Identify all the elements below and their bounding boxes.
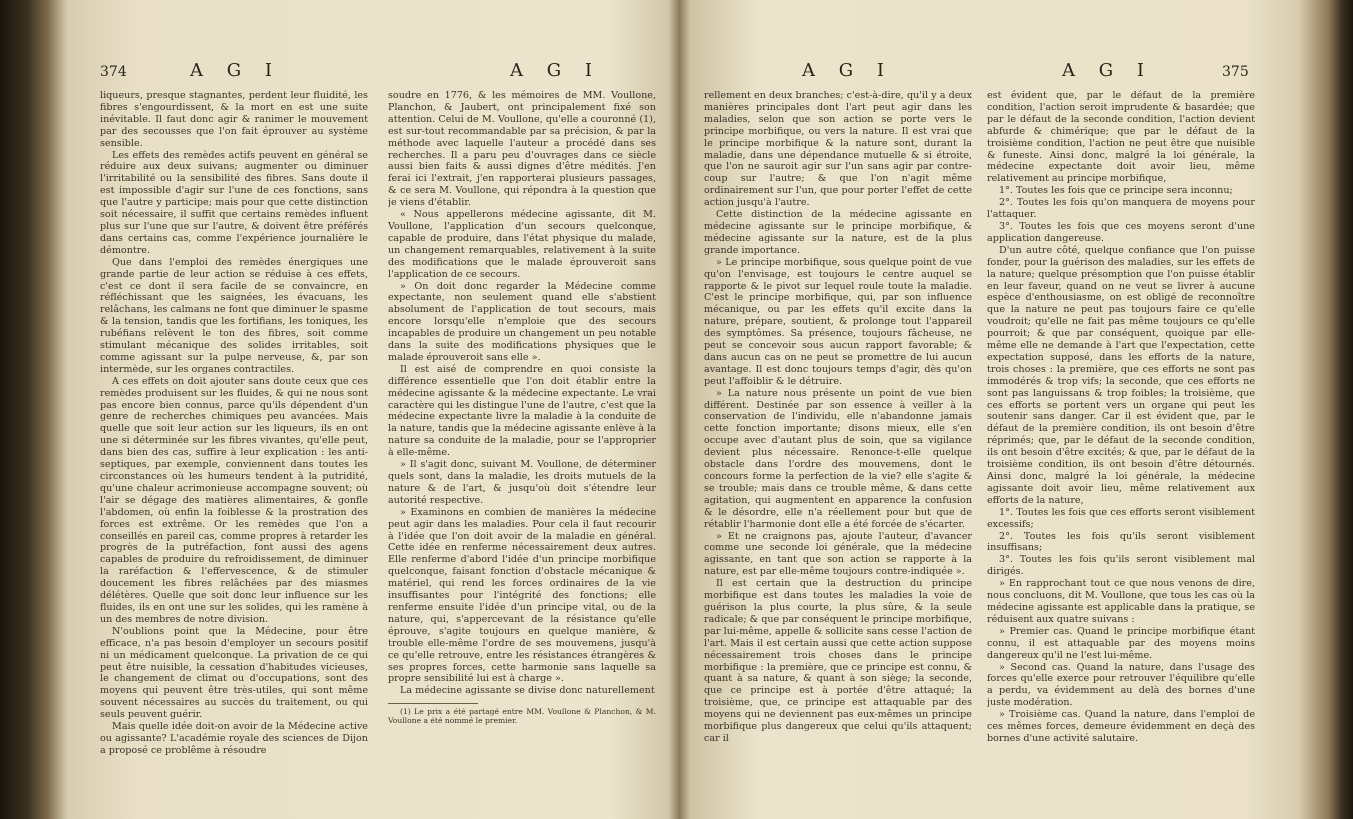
paragraph: rellement en deux branches; c'est-à-dire, qu'il y a deux manières principales dont l'art peut agir dans les maladies, selon que son action se porte vers le principe morbifique, ou vers la nature. Il est vrai que le principe morbifique & la nature sont, durant la maladie, dans une dépendance mutuelle & si étroite, que l'on ne sauroit agir sur l'un sans agir par contre-coup sur l'autre; & que l'on n'agit même ordinairement sur l'un, que pour porter l'effet de cette action jusqu'à l'autre.	[704, 90, 972, 209]
paragraph: Il est aisé de comprendre en quoi consiste la différence essentielle que l'on doit établir entre la médecine agissante & la médecine expectante. Le vrai caractère qui les distingue l'une de l'autre, c'est que la médecine expectante livre la maladie à la conduite de la nature, tandis que la médecine agissante enlève à la nature sa conduite de la maladie, pour se l'approprier à elle-même.	[388, 363, 656, 459]
footnote: (1) Le prix a été partagé entre MM. Voullone & Planchon, & M. Voullone a été nommé le premier.	[388, 707, 656, 726]
right-page	[682, 0, 1282, 819]
paragraph: Que dans l'emploi des remèdes énergiques une grande partie de leur action se réduise à ces effets, c'est ce dont il sera facile de se convaincre, en réfléchissant que les saignées, les évacuans, les relâchans, les calmans ne font que diminuer le spasme & la tension, tandis que les fortifians, les toniques, les rubéfians relèvent le ton des fibres, soit comme stimulant mécanique des solides irritables, soit comme agissant sur la pulpe nerveuse, &, par son intermède, sur les organes contractiles.	[100, 256, 368, 375]
left-page-header	[70, 60, 670, 86]
running-head: A G I	[510, 60, 601, 81]
paragraph: Cette distinction de la médecine agissante en médecine agissante sur le principe morbifique, & médecine agissante sur la nature, est de la plus grande importance.	[704, 209, 972, 256]
paragraph: » Second cas. Quand la nature, dans l'usage des forces qu'elle exerce pour retrouver l'équilibre qu'elle a perdu, va évidemment au delà des bornes d'une juste modération.	[987, 661, 1255, 709]
footnote-rule	[388, 703, 478, 704]
paragraph: » Le principe morbifique, sous quelque point de vue qu'on l'envisage, est toujours le centre auquel se rapporte & le pivot sur lequel roule toute la maladie. C'est le principe morbifique, qui, par son influence mécanique, ou par les effets qu'il excite dans la nature, prépare, soutient, & prolonge tout l'appareil des symptômes. Sa présence, toujours fâcheuse, ne peut se concevoir sous aucun rapport favorable; & dans aucun cas on ne peut se promettre de lui aucun avantage. Il est donc toujours temps d'agir, dès qu'on peut l'affoiblir & le détruire.	[704, 256, 972, 387]
paragraph: 1°. Toutes les fois que ces efforts seront visiblement excessifs;	[987, 506, 1255, 530]
running-head: A G I	[190, 60, 281, 81]
paragraph: Les effets des remèdes actifs peuvent en général se réduire aux deux suivans; augmenter ou diminuer l'irritabilité ou la sensibilité des fibres. Sans doute il est impossible d'agir sur l'une de ces fonctions, sans que l'autre y participe; mais pour que cette distinction soit nécessaire, il suffit que certains remèdes influent plus sur l'une que sur l'autre, & doivent être préférés dans certains cas, comme l'expérience journalière le démontre.	[100, 149, 368, 256]
right-page-header	[682, 60, 1282, 86]
paragraph: La médecine agissante se divise donc naturellement	[400, 685, 655, 697]
paragraph: » Examinons en combien de manières la médecine peut agir dans les maladies. Pour cela il faut recourir à l'idée que l'on doit avoir de la maladie en général. Cette idée en renferme nécessairement deux autres. Elle renferme d'abord l'idée d'un principe morbifique quelconque, faisant fonction d'obstacle mécanique & matériel, qui rend les forces ordinaires de la vie insuffisantes pour l'intégrité des fonctions; elle renferme ensuite l'idée d'un principe vital, ou de la nature, qui, s'appercevant de la résistance qu'elle éprouve, s'agite toujours en quelque manière, & trouble elle-même l'ordre de ses mouvemens, jusqu'à ce qu'elle retrouve, entre les résistances étrangères & ses propres forces, cette harmonie sans laquelle sa propre sensibilité lui est à charge ».	[388, 506, 656, 685]
paragraph: Il est certain que la destruction du principe morbifique est dans toutes les maladies la voie de guérison la plus courte, la plus sûre, & la seule radicale; & que par conséquent le principe morbifique, par lui-même, appelle & sollicite sans cesse l'action de l'art. Mais il est certain aussi que cette action suppose nécessairement trois choses dans le principe morbifique : la première, que ce principe est connu, & quant à sa nature, & quant à son siège; la seconde, que ce principe est à portée d'être attaqué; la troisième, que, ce principe est attaquable par des moyens qui ne deviennent pas eux-mêmes un principe morbifique plus dangereux que celui qu'ils attaquent; car il	[704, 578, 972, 744]
text-column	[100, 90, 368, 780]
paragraph: » En rapprochant tout ce que nous venons de dire, nous concluons, dit M. Voullone, que tous les cas où la médecine agissante est applicable dans la pratique, se réduisent aux quatre suivans :	[987, 578, 1255, 625]
page-number: 375	[1222, 64, 1249, 80]
running-head: A G I	[802, 60, 893, 81]
paragraph: » On doit donc regarder la Médecine comme expectante, non seulement quand elle s'abstient absolument de l'application de tout secours, mais encore lorsqu'elle n'emploie que des secours incapables de produire un changement un peu notable dans la suite des modifications physiques que le malade éprouveroit sans elle ».	[388, 280, 656, 363]
paragraph: » Troisième cas. Quand la nature, dans l'emploi de ces mêmes forces, demeure évidemment en deçà des bornes d'une activité salutaire.	[987, 709, 1255, 744]
left-page	[70, 0, 670, 819]
paragraph: Mais quelle idée doit-on avoir de la Médecine active ou agissante? L'académie royale des sciences de Dijon a proposé ce problême à résoudre	[100, 721, 368, 756]
running-head: A G I	[1062, 60, 1153, 81]
paragraph: N'oublions point que la Médecine, pour être efficace, n'a pas besoin d'employer un secours positif ni un médicament quelconque. La privation de ce qui peut être nuisible, la cessation d'habitudes vicieuses, le changement de climat ou d'occupations, sont des moyens qui peuvent être très-utiles, qui sont même souvent nécessaires au succès du traitement, ou qui seuls peuvent guérir.	[100, 625, 368, 721]
paragraph: soudre en 1776, & les mémoires de MM. Voullone, Planchon, & Jaubert, ont principalement fixé son attention. Celui de M. Voullone, qu'elle a couronné (1), est sur-tout recommandable par sa précision, & par la méthode avec laquelle l'auteur a procédé dans ses recherches. Il a paru peu d'ouvrages dans ce siècle aussi bien faits & aussi dignes d'être médités. J'en ferai ici l'extrait, j'en rapporterai plusieurs passages, & ce sera M. Voullone, qui répondra à la question que je viens d'établir.	[388, 90, 656, 209]
paragraph: 2°. Toutes les fois qu'on manquera de moyens pour l'attaquer.	[987, 197, 1255, 221]
text-column	[388, 90, 656, 780]
text-column	[704, 90, 972, 780]
paragraph: » La nature nous présente un point de vue bien différent. Destinée par son essence à veiller à la conservation de l'individu, elle n'abandonne jamais cette fonction importante; disons mieux, elle s'en occupe avec d'autant plus de soin, que sa vigilance devient plus nécessaire. Renonce-t-elle quelque obstacle dans l'ordre des mouvemens, dont le concours forme la perfection de la vie? elle s'agite & se trouble; mais dans ce trouble même, & dans cette agitation, qui augmentent en apparence la confusion & le désordre, elle n'a réellement pour but que de rétablir l'harmonie dont elle a été forcée de s'écarter.	[704, 387, 972, 530]
paragraph: » Et ne craignons pas, ajoute l'auteur, d'avancer comme une seconde loi générale, que la médecine agissante, en tant que son action se rapporte à la nature, est par elle-même toujours contre-indiquée ».	[704, 530, 972, 578]
paragraph: » Il s'agit donc, suivant M. Voullone, de déterminer quels sont, dans la maladie, les droits mutuels de la nature & de l'art, & jusqu'où doit s'étendre leur autorité respective.	[388, 459, 656, 506]
paragraph: « Nous appellerons médecine agissante, dit M. Voullone, l'application d'un secours quelconque, capable de produire, dans l'état physique du malade, un changement remarquables, relativement à la suite des modifications que le malade éprouveroit sans l'application de ce secours.	[388, 209, 656, 280]
paragraph: est évident que, par le défaut de la première condition, l'action seroit imprudente & basardée; que par le défaut de la seconde condition, l'action devient abfurde & chimérique; que par le défaut de la troisième condition, l'action ne peut être que nuisible & funeste. Ainsi donc, malgré la loi générale, la médecine expectante doit avoir lieu, même relativement au principe morbifique,	[987, 90, 1255, 185]
page-number: 374	[100, 64, 127, 80]
paragraph: 1°. Toutes les fois que ce principe sera inconnu;	[999, 185, 1233, 197]
paragraph: liqueurs, presque stagnantes, perdent leur fluidité, les fibres s'engourdissent, & la mort en est une suite inévitable. Il faut donc agir & ranimer le mouvement par des secousses que l'on fait éprouver au système sensible.	[100, 90, 368, 149]
paragraph: 3°. Toutes les fois que ces moyens seront d'une application dangereuse.	[987, 220, 1255, 244]
paragraph: 2°. Toutes les fois qu'ils seront visiblement insuffisans;	[987, 530, 1255, 554]
paragraph: D'un autre côté, quelque confiance que l'on puisse fonder, pour la guérison des maladies, sur les effets de la nature; quelque présomption que l'on puisse établir en leur faveur, quand on ne veut se livrer à aucune espèce d'enthousiasme, on est obligé de reconnoître que la nature ne peut pas toujours faire ce qu'elle voudroit; qu'elle ne fait pas même toujours ce qu'elle pourroit; & que par conséquent, quoique par elle-même elle ne demande à l'art que l'expectation, cette expectation supposé, dans les efforts de la nature, trois choses : la première, que ces efforts ne sont pas immodérés & trop vifs; la seconde, que ces efforts ne sont pas languissans & trop foibles; la troisième, que ces efforts se portent vers un organe qui peut les soutenir sans danger. Car il est évident que, par le défaut de la première condition, ils ont besoin d'être réprimés; que, par le défaut de la seconde condition, ils ont besoin d'être excités; & que, par le défaut de la troisième condition, ils ont besoin d'être détournés. Ainsi donc, malgré la loi générale, la médecine agissante doit avoir lieu, même relativement aux efforts de la nature,	[987, 244, 1255, 506]
text-column	[987, 90, 1255, 780]
paragraph: 3°. Toutes les fois qu'ils seront visiblement mal dirigés.	[987, 554, 1255, 578]
paragraph: A ces effets on doit ajouter sans doute ceux que ces remèdes produisent sur les fluides, & qui ne nous sont pas encore bien connus, parce qu'ils dépendent d'un genre de recherches chimiques peu avancées. Mais quelle que soit leur action sur les liqueurs, ils en ont une si déterminée sur les fibres vivantes, qu'elle peut, dans bien des cas, suffire à leur explication : les anti-septiques, par exemple, conviennent dans toutes les circonstances où les humeurs tendent à la putridité, qu'une chaleur acrimonieuse accompagne souvent; où l'air se dégage des matières alimentaires, & gonfle l'abdomen, où enfin la foiblesse & la prostration des forces est extrême. Or les remèdes que l'on a conseillés en pareil cas, comme propres à retarder les progrès de la putréfaction, font aussi des agens capables de produire du refroidissement, de diminuer la raréfaction & l'effervescence, & de stimuler doucement les fibres relâchées par des miasmes délétères. Quelle que soit donc leur influence sur les fluides, ils en ont une sur les solides, qui les ramène à un des membres de notre division.	[100, 375, 368, 625]
paragraph: » Premier cas. Quand le principe morbifique étant connu, il est attaquable par des moyens moins dangereux qu'il ne l'est lui-même.	[987, 625, 1255, 661]
